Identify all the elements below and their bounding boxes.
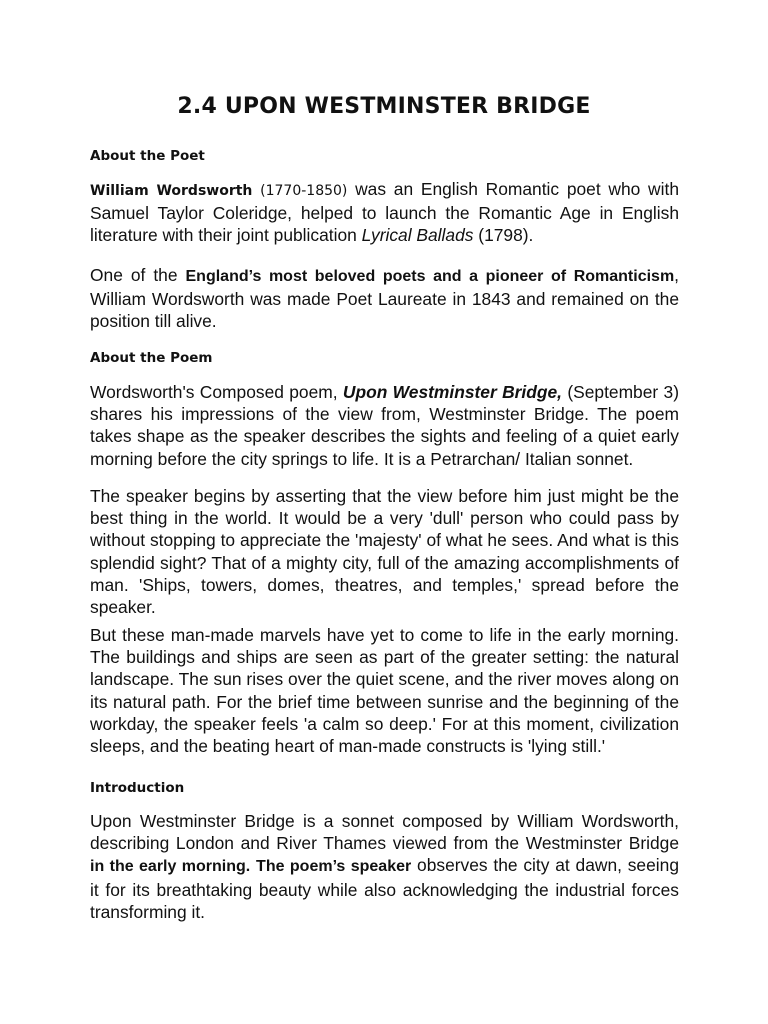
heading-introduction: Introduction (90, 780, 185, 796)
paragraph-poem-intro: Wordsworth's Composed poem, Upon Westminster Bridge, (September 3) shares his impressions of the view from, Westminster Bridge. The poem takes shape as the speaker describes the sights and feeling of a quiet early morning before the city springs to life. It is a Petrarchan/ Italian sonnet. (90, 382, 679, 469)
poem-title: Upon Westminster Bridge, (342, 382, 562, 402)
paragraph-poet-bio: William Wordsworth (1770-1850) was an English Romantic poet who with Samuel Taylor Coleridge, helped to launch the Romantic Age in English literature with their joint publication Lyrical Ballads (1798). (90, 179, 679, 246)
paragraph-poet-laureate: One of the England’s most beloved poets and a pioneer of Romanticism, William Wordsworth was made Poet Laureate in 1843 and remained on the position till alive. (90, 265, 680, 332)
heading-about-poet: About the Poet (90, 148, 205, 164)
heading-about-poem: About the Poem (90, 350, 213, 366)
paragraph-morning-calm: But these man-made marvels have yet to come to life in the early morning. The buildings and ships are seen as part of the greater setting: the natural landscape. The sun rises over the quiet scene, and the river moves along on its natural path. For the brief time between sunrise and the beginning of the workday, the speaker feels 'a calm so deep.' For at this moment, civilization sleeps, and the beating heart of man-made constructs is 'lying still.' (90, 625, 679, 757)
page-title: 2.4 UPON WESTMINSTER BRIDGE (177, 94, 591, 119)
poet-years: (1770-1850) (260, 183, 348, 199)
book-title: Lyrical Ballads (361, 225, 474, 246)
poet-name: William Wordsworth (90, 183, 253, 199)
paragraph-speaker-view: The speaker begins by asserting that the view before him just might be the best thing in the world. It would be a very 'dull' person who could pass by without stopping to appreciate the 'majesty' of what he sees. And what is this splendid sight? That of a mighty city, full of the amazing accomplishments of man. 'Ships, towers, domes, theatres, and temples,' spread before the speaker. (90, 486, 679, 618)
paragraph-introduction: Upon Westminster Bridge is a sonnet composed by William Wordsworth, describing London and River Thames viewed from the Westminster Bridge in the early morning. The poem’s speaker observes the city at dawn, seeing it for its breathtaking beauty while also acknowledging the industrial forces transforming it. (90, 811, 679, 922)
